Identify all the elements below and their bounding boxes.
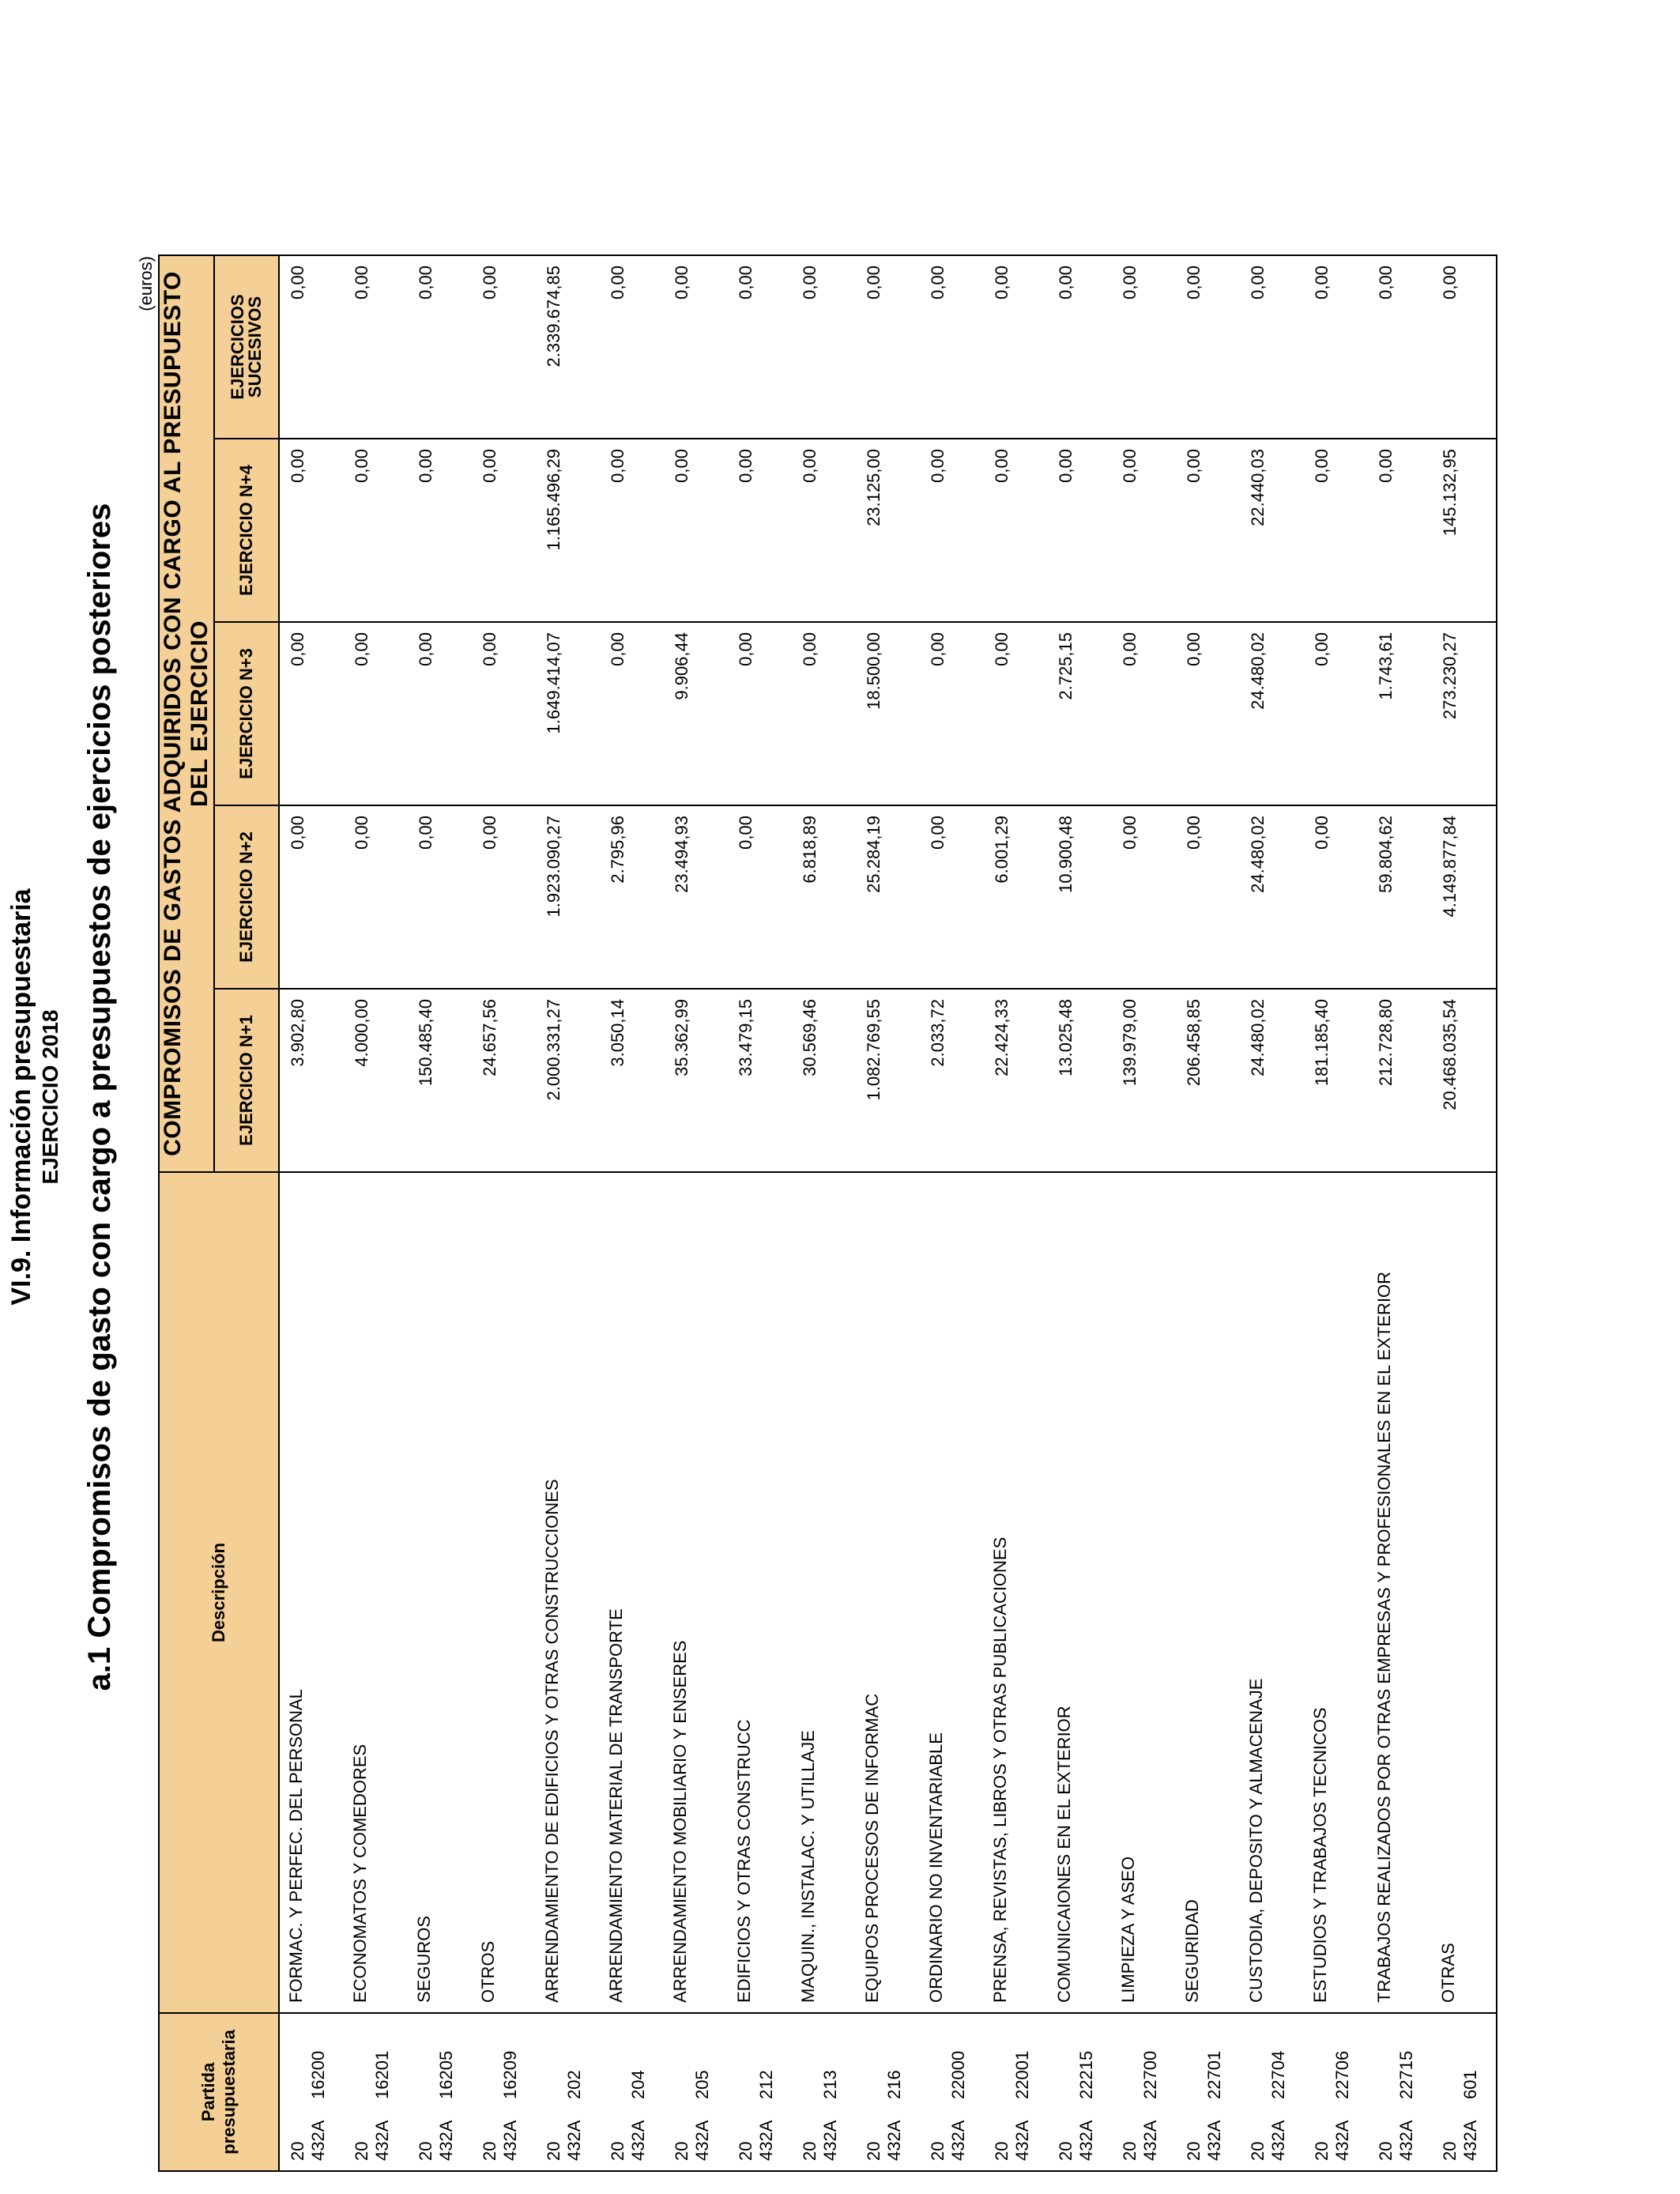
table-row: [600, 255, 664, 2171]
cell-n2: 4.149.877,84: [1432, 805, 1497, 989]
cell-partida: [1240, 2013, 1304, 2171]
cell-n2: 0,00: [920, 805, 984, 989]
cell-n4: 0,00: [344, 439, 408, 622]
cell-descripcion: ESTUDIOS Y TRABAJOS TECNICOS: [1304, 1172, 1368, 2013]
cell-descripcion: MAQUIN., INSTALAC. Y UTILLAJE: [792, 1172, 856, 2013]
partida-concept: 22704: [1268, 2050, 1288, 2099]
cell-n1: 139.979,00: [1112, 989, 1176, 1172]
cell-n4: 0,00: [728, 439, 792, 622]
cell-n1: 13.025,48: [1048, 989, 1112, 1172]
cell-n3: 2.725,15: [1048, 622, 1112, 805]
cell-n3: 0,00: [1176, 622, 1240, 805]
cell-descripcion: CUSTODIA, DEPOSITO Y ALMACENAJE: [1240, 1172, 1304, 2013]
partida-concept: 16200: [308, 2050, 328, 2099]
partida-program: 20 432A: [544, 2120, 584, 2161]
table-row: [856, 255, 920, 2171]
partida-concept: 16201: [372, 2050, 392, 2099]
partida-program: 20 432A: [864, 2120, 904, 2161]
cell-descripcion: SEGUROS: [408, 1172, 472, 2013]
cell-n3: 0,00: [984, 622, 1048, 805]
cell-partida: [279, 2013, 344, 2171]
cell-n3: 0,00: [1112, 622, 1176, 805]
table-row: [1432, 255, 1497, 2171]
cell-partida: [1112, 2013, 1176, 2171]
cell-n2: 0,00: [1112, 805, 1176, 989]
page-subtitle: EJERCICIO 2018: [38, 1009, 62, 1185]
commitments-table: [158, 254, 1497, 2172]
table-row: [408, 255, 472, 2171]
cell-n3: 273.230,27: [1432, 622, 1497, 805]
table-row: [664, 255, 728, 2171]
cell-n2: 10.900,48: [1048, 805, 1112, 989]
cell-partida: [344, 2013, 408, 2171]
cell-descripcion: EDIFICIOS Y OTRAS CONSTRUCC: [728, 1172, 792, 2013]
partida-concept: 205: [692, 2070, 712, 2099]
cell-n4: 0,00: [408, 439, 472, 622]
partida-program: 20 432A: [416, 2120, 456, 2161]
section-title: a.1 Compromisos de gasto con cargo a presupuestos de ejercicios posteriores: [82, 503, 117, 1691]
cell-sucesivos: 0,00: [728, 255, 792, 439]
cell-n2: 0,00: [472, 805, 536, 989]
cell-n4: 23.125,00: [856, 439, 920, 622]
cell-n1: 24.657,56: [472, 989, 536, 1172]
cell-n1: 4.000,00: [344, 989, 408, 1172]
cell-partida: [728, 2013, 792, 2171]
partida-program: 20 432A: [928, 2120, 968, 2161]
cell-n1: 33.479,15: [728, 989, 792, 1172]
cell-sucesivos: 0,00: [1112, 255, 1176, 439]
cell-n1: 35.362,99: [664, 989, 728, 1172]
cell-n4: 0,00: [600, 439, 664, 622]
cell-partida: [984, 2013, 1048, 2171]
cell-n1: 3.902,80: [279, 989, 344, 1172]
cell-descripcion: ARRENDAMIENTO MOBILIARIO Y ENSERES: [664, 1172, 728, 2013]
cell-n3: 0,00: [279, 622, 344, 805]
cell-descripcion: ARRENDAMIENTO MATERIAL DE TRANSPORTE: [600, 1172, 664, 2013]
cell-descripcion: EQUIPOS PROCESOS DE INFORMAC: [856, 1172, 920, 2013]
cell-n3: 0,00: [472, 622, 536, 805]
col-header-n2: EJERCICIO N+2: [214, 805, 279, 989]
cell-sucesivos: 0,00: [1048, 255, 1112, 439]
cell-n1: 2.000.331,27: [536, 989, 600, 1172]
partida-program: 20 432A: [800, 2120, 840, 2161]
cell-n4: 1.165.496,29: [536, 439, 600, 622]
cell-n2: 6.818,89: [792, 805, 856, 989]
cell-partida: [536, 2013, 600, 2171]
partida-program: 20 432A: [352, 2120, 392, 2161]
cell-n4: 0,00: [664, 439, 728, 622]
cell-sucesivos: 0,00: [664, 255, 728, 439]
group-header: COMPROMISOS DE GASTOS ADQUIRIDOS CON CARGO AL PRESUPUESTO DEL EJERCICIO: [159, 255, 214, 1172]
partida-program: 20 432A: [1248, 2120, 1288, 2161]
cell-n3: 0,00: [920, 622, 984, 805]
cell-partida: [920, 2013, 984, 2171]
cell-descripcion: OTROS: [472, 1172, 536, 2013]
cell-partida: [664, 2013, 728, 2171]
cell-partida: [1048, 2013, 1112, 2171]
cell-descripcion: FORMAC. Y PERFEC. DEL PERSONAL: [279, 1172, 344, 2013]
cell-sucesivos: 0,00: [344, 255, 408, 439]
cell-partida: [856, 2013, 920, 2171]
cell-sucesivos: 0,00: [920, 255, 984, 439]
partida-program: 20 432A: [1120, 2120, 1160, 2161]
table-row: [792, 255, 856, 2171]
cell-n4: 0,00: [1048, 439, 1112, 622]
col-header-n4: EJERCICIO N+4: [214, 439, 279, 622]
cell-descripcion: PRENSA, REVISTAS, LIBROS Y OTRAS PUBLICACIONES: [984, 1172, 1048, 2013]
cell-n2: 24.480,02: [1240, 805, 1304, 989]
partida-concept: 213: [820, 2070, 840, 2099]
cell-sucesivos: 0,00: [856, 255, 920, 439]
cell-n3: 0,00: [408, 622, 472, 805]
partida-program: 20 432A: [1312, 2120, 1352, 2161]
partida-program: 20 432A: [1056, 2120, 1096, 2161]
col-header-n3: EJERCICIO N+3: [214, 622, 279, 805]
page-title: VI.9. Información presupuestaria: [6, 888, 36, 1306]
partida-program: 20 432A: [1184, 2120, 1224, 2161]
cell-sucesivos: 0,00: [472, 255, 536, 439]
table-row: [1368, 255, 1432, 2171]
partida-concept: 22700: [1140, 2050, 1160, 2099]
cell-n4: 0,00: [1368, 439, 1432, 622]
partida-concept: 22215: [1076, 2050, 1096, 2099]
cell-partida: [792, 2013, 856, 2171]
partida-concept: 22706: [1332, 2050, 1352, 2099]
cell-sucesivos: 0,00: [408, 255, 472, 439]
cell-descripcion: LIMPIEZA Y ASEO: [1112, 1172, 1176, 2013]
cell-n4: 0,00: [984, 439, 1048, 622]
partida-program: 20 432A: [672, 2120, 712, 2161]
cell-n1: 150.485,40: [408, 989, 472, 1172]
table-row: [728, 255, 792, 2171]
table-row: [984, 255, 1048, 2171]
cell-partida: [1304, 2013, 1368, 2171]
cell-n3: 0,00: [600, 622, 664, 805]
cell-n1: 212.728,80: [1368, 989, 1432, 1172]
col-header-n1: EJERCICIO N+1: [214, 989, 279, 1172]
partida-concept: 204: [628, 2070, 648, 2099]
partida-concept: 16209: [500, 2050, 520, 2099]
table-row: [920, 255, 984, 2171]
cell-sucesivos: 0,00: [1304, 255, 1368, 439]
cell-n2: 59.804,62: [1368, 805, 1432, 989]
cell-n1: 3.050,14: [600, 989, 664, 1172]
cell-partida: [1432, 2013, 1497, 2171]
cell-descripcion: TRABAJOS REALIZADOS POR OTRAS EMPRESAS Y PROFESIONALES EN EL EXTERIOR: [1368, 1172, 1432, 2013]
cell-descripcion: SEGURIDAD: [1176, 1172, 1240, 2013]
partida-concept: 216: [884, 2070, 904, 2099]
partida-concept: 16205: [436, 2050, 456, 2099]
cell-n2: 0,00: [279, 805, 344, 989]
table-row: [1304, 255, 1368, 2171]
partida-program: 20 432A: [992, 2120, 1032, 2161]
cell-n1: 22.424,33: [984, 989, 1048, 1172]
cell-descripcion: ARRENDAMIENTO DE EDIFICIOS Y OTRAS CONSTRUCCIONES: [536, 1172, 600, 2013]
cell-n3: 18.500,00: [856, 622, 920, 805]
cell-n3: 24.480,02: [1240, 622, 1304, 805]
cell-partida: [1368, 2013, 1432, 2171]
cell-n3: 0,00: [344, 622, 408, 805]
table-row: [1048, 255, 1112, 2171]
cell-n4: 22.440,03: [1240, 439, 1304, 622]
col-header-sucesivos: EJERCICIOS SUCESIVOS: [214, 255, 279, 439]
cell-descripcion: ECONOMATOS Y COMEDORES: [344, 1172, 408, 2013]
cell-n3: 0,00: [792, 622, 856, 805]
partida-concept: 601: [1460, 2070, 1480, 2099]
cell-n3: 0,00: [1304, 622, 1368, 805]
cell-partida: [1176, 2013, 1240, 2171]
cell-n4: 0,00: [1112, 439, 1176, 622]
cell-n2: 6.001,29: [984, 805, 1048, 989]
cell-n1: 181.185,40: [1304, 989, 1368, 1172]
cell-n2: 23.494,93: [664, 805, 728, 989]
cell-n4: 0,00: [279, 439, 344, 622]
cell-partida: [600, 2013, 664, 2171]
table-row: [472, 255, 536, 2171]
cell-n1: 2.033,72: [920, 989, 984, 1172]
cell-sucesivos: 0,00: [1176, 255, 1240, 439]
cell-sucesivos: 0,00: [792, 255, 856, 439]
cell-n4: 0,00: [792, 439, 856, 622]
partida-program: 20 432A: [1440, 2120, 1480, 2161]
table-row: [1112, 255, 1176, 2171]
cell-partida: [408, 2013, 472, 2171]
partida-program: 20 432A: [608, 2120, 648, 2161]
cell-partida: [472, 2013, 536, 2171]
table-row: [344, 255, 408, 2171]
cell-n2: 0,00: [408, 805, 472, 989]
partida-concept: 212: [756, 2070, 776, 2099]
cell-n2: 0,00: [728, 805, 792, 989]
partida-concept: 22000: [948, 2050, 968, 2099]
cell-descripcion: COMUNICAIONES EN EL EXTERIOR: [1048, 1172, 1112, 2013]
cell-n1: 1.082.769,55: [856, 989, 920, 1172]
cell-sucesivos: 0,00: [1432, 255, 1497, 439]
partida-program: 20 432A: [288, 2120, 328, 2161]
table-row: [1176, 255, 1240, 2171]
units-label: (euros): [136, 256, 156, 311]
cell-n3: 0,00: [728, 622, 792, 805]
partida-concept: 22715: [1396, 2050, 1416, 2099]
cell-n4: 145.132,95: [1432, 439, 1497, 622]
cell-n4: 0,00: [472, 439, 536, 622]
cell-n2: 25.284,19: [856, 805, 920, 989]
cell-n1: 24.480,02: [1240, 989, 1304, 1172]
partida-program: 20 432A: [736, 2120, 776, 2161]
cell-n1: 206.458,85: [1176, 989, 1240, 1172]
cell-sucesivos: 0,00: [1368, 255, 1432, 439]
col-header-partida: Partida presupuestaria: [159, 2013, 279, 2171]
table-row: [279, 255, 344, 2171]
cell-n3: 1.743,61: [1368, 622, 1432, 805]
partida-concept: 22701: [1204, 2050, 1224, 2099]
partida-concept: 202: [564, 2070, 584, 2099]
cell-n2: 1.923.090,27: [536, 805, 600, 989]
cell-n2: 0,00: [344, 805, 408, 989]
partida-concept: 22001: [1012, 2050, 1032, 2099]
cell-sucesivos: 0,00: [1240, 255, 1304, 439]
cell-n4: 0,00: [920, 439, 984, 622]
cell-descripcion: ORDINARIO NO INVENTARIABLE: [920, 1172, 984, 2013]
partida-program: 20 432A: [480, 2120, 520, 2161]
table-row: [1240, 255, 1304, 2171]
cell-n2: 2.795,96: [600, 805, 664, 989]
table-row: [536, 255, 600, 2171]
cell-n2: 0,00: [1176, 805, 1240, 989]
cell-n1: 20.468.035,54: [1432, 989, 1497, 1172]
cell-sucesivos: 0,00: [279, 255, 344, 439]
cell-n1: 30.569,46: [792, 989, 856, 1172]
table-body: [279, 255, 1497, 2171]
cell-n4: 0,00: [1176, 439, 1240, 622]
cell-sucesivos: 0,00: [984, 255, 1048, 439]
cell-n3: 9.906,44: [664, 622, 728, 805]
partida-program: 20 432A: [1376, 2120, 1416, 2161]
cell-descripcion: OTRAS: [1432, 1172, 1497, 2013]
cell-n4: 0,00: [1304, 439, 1368, 622]
col-header-descripcion: Descripción: [159, 1172, 279, 2013]
cell-sucesivos: 2.339.674,85: [536, 255, 600, 439]
cell-sucesivos: 0,00: [600, 255, 664, 439]
cell-n3: 1.649.414,07: [536, 622, 600, 805]
cell-n2: 0,00: [1304, 805, 1368, 989]
